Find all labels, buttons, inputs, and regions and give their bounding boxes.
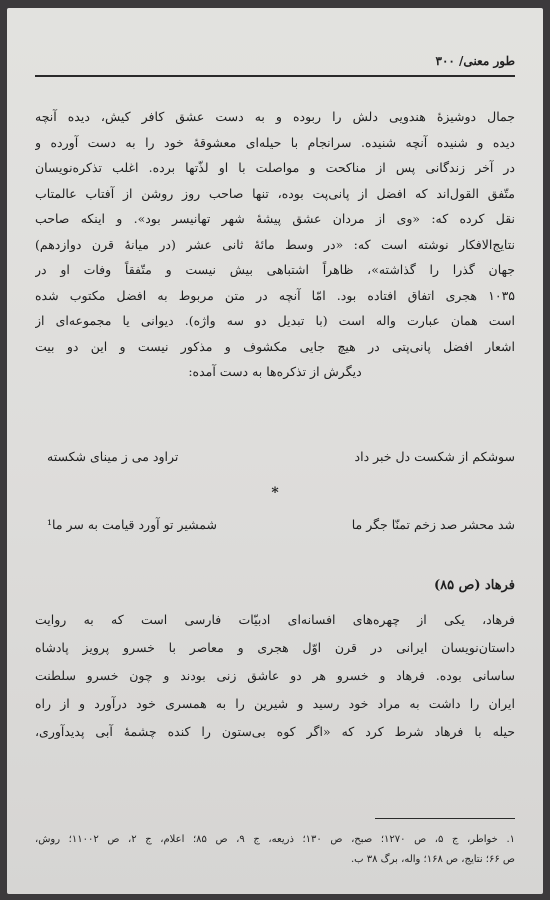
text-line: در آخر زندگانی پس از مناکحت و مواصلت با او لذّتها برده. اغلب تذکره‌نویسان — [35, 160, 515, 175]
text-line: ۱۰۳۵ هجری اتفاق افتاده بود. امّا آنچه در متن مربوط به افضل مکتوب شده — [35, 287, 515, 303]
verse-2-first-hemistich: شد محشر صد زخم تمنّا جگر ما — [351, 517, 515, 532]
verse-2 — [47, 517, 515, 532]
footnote-line: ۱. خواطر، ج ۵، ص ۱۲۷۰؛ صبح، ص ۱۳۰؛ ذریعه، ج ۹، ص ۸۵؛ اعلام، ج ۲، ص ۱۱۰۰۲؛ روش، — [35, 834, 515, 845]
footnote — [35, 830, 515, 870]
footnote-rule — [375, 818, 515, 819]
verse-1-second-hemistich: تراود می ز مینای شکسته — [47, 449, 179, 464]
text-line: داستان‌نویسان ایرانی در قرن اوّل هجری و معاصر با خسرو پرویز پادشاه — [35, 640, 515, 655]
verse-separator: * — [271, 485, 279, 501]
paragraph-1 — [35, 104, 515, 385]
text-line: دیگرش از تذکره‌ها به دست آمده: — [188, 364, 362, 379]
footnote-line: ص ۶۶؛ نتایج، ص ۱۶۸؛ واله، برگ ۳۸ ب. — [350, 854, 515, 865]
verse-2-second-hemistich: شمشیر تو آورد قیامت به سر ما¹ — [47, 517, 218, 532]
text-line: است همان عبارت واله است (با تبدیل دو سه واژه). دیوانی یا مجموعه‌ای از — [35, 313, 515, 328]
section-title: فرهاد (ص ۸۵) — [433, 578, 515, 593]
verse-1-first-hemistich: سوشکم از شکست دل خبر داد — [354, 449, 515, 464]
text-line: اشعار افضل پانی‌پتی در هیچ جایی مکشوف و مذکور نیست و این دو بیت — [35, 338, 515, 354]
text-line: دیده و شنیده آنچه شنیده. سرانجام با حیله‌ای معشوقهٔ خود را به دست آورده و — [35, 134, 515, 150]
running-title: طور معنی/ ۳۰۰ — [435, 54, 515, 68]
book-page — [7, 8, 543, 894]
verse-1 — [47, 449, 515, 464]
text-line: ساسانی بوده. فرهاد و خسرو هر دو عاشق زنی بودند و چون خسرو سلطنت — [35, 668, 515, 683]
text-line: جهان گذرا را گذاشته»، ظاهراً اشتباهی بیش نیست و متّفقاً وفات او در — [35, 262, 515, 277]
header-rule — [35, 75, 515, 77]
text-line: حیله با فرهاد شرط کرد که «اگر کوه بی‌ستون را کنده چشمهٔ آبی پدیدآوری، — [35, 724, 515, 739]
text-line: ایران را داشت به مراد خود رسید و شیرین را به همسری خود درآورد و از راه — [35, 696, 515, 711]
text-line: نقل کرده که: «وی از مردان عشق پیشهٔ شهر تهانیسر بود». و اینکه صاحب — [35, 211, 515, 226]
text-line: فرهاد، یکی از چهره‌های افسانه‌ای ادبیّات فارسی است که به روایت — [35, 612, 515, 627]
text-line: نتایج‌الافکار نوشته است که: «در وسط مائهٔ ثانی عشر (در میانهٔ قرن دوازدهم) — [35, 236, 515, 252]
text-line: متّفق القول‌اند که افضل از پانی‌پت بوده، تنها صاحب روز روشن از آفتاب عالمتاب — [35, 185, 515, 201]
running-header — [35, 54, 515, 72]
section-paragraph — [35, 606, 515, 746]
text-line: جمال دوشیزهٔ هندویی دلش را ربوده و به دست عشق کافر کیش، دیده آنچه — [35, 109, 515, 124]
